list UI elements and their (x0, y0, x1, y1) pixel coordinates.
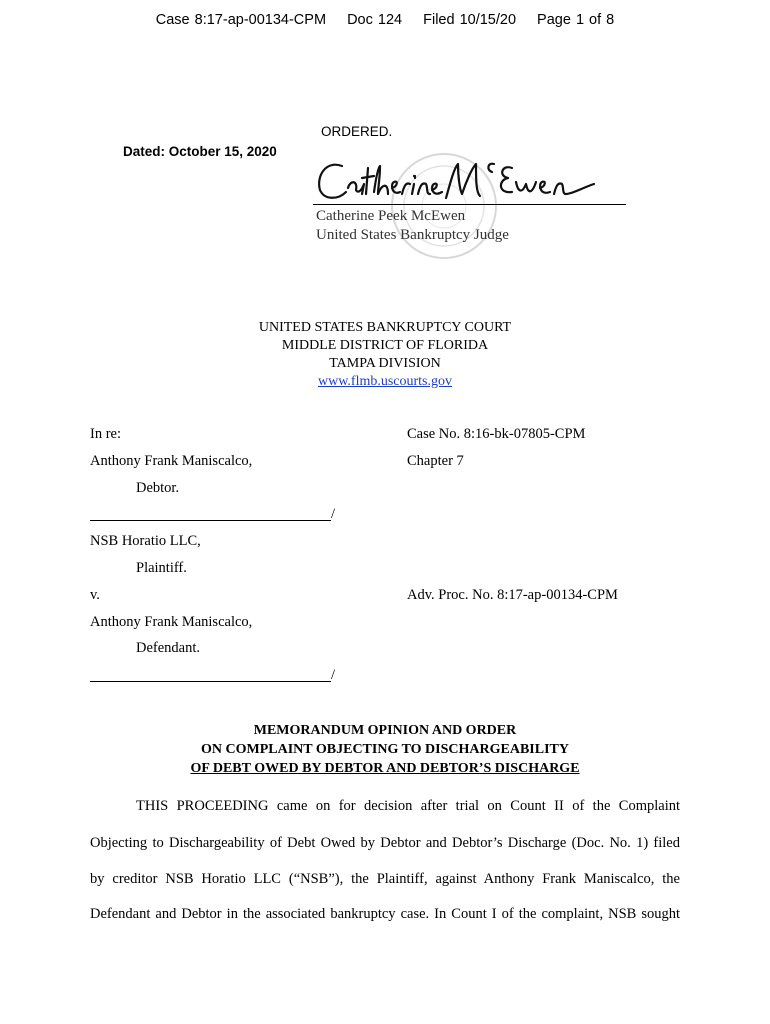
doc-number-header: Doc 124 (347, 12, 403, 28)
in-re-label: In re: (90, 426, 121, 442)
body-line-1: THIS PROCEEDING came on for decision after trial on Count II of the Complaint (136, 798, 680, 814)
judge-title: United States Bankruptcy Judge (316, 227, 509, 243)
debtor-label: Debtor. (136, 480, 180, 496)
caption-slash: / (331, 506, 336, 522)
body-line-3: by creditor NSB Horatio LLC (“NSB”), the Plaintiff, against Anthony Frank Maniscalco, the (90, 871, 680, 887)
defendant-label: Defendant. (136, 640, 201, 656)
adversary-number: Adv. Proc. No. 8:17-ap-00134-CPM (407, 587, 618, 603)
debtor-name: Anthony Frank Maniscalco, (90, 453, 253, 469)
court-division: TAMPA DIVISION (329, 356, 441, 371)
plaintiff-name: NSB Horatio LLC, (90, 533, 201, 549)
court-name: UNITED STATES BANKRUPTCY COURT (258, 320, 512, 335)
defendant-name: Anthony Frank Maniscalco, (90, 614, 253, 630)
versus-label: v. (90, 587, 100, 603)
page-count-header: Page 1 of 8 (537, 12, 615, 28)
caption-rule (90, 520, 331, 521)
court-district: MIDDLE DISTRICT OF FLORIDA (281, 338, 489, 353)
signature-line (313, 204, 626, 205)
court-website-link[interactable]: www.flmb.uscourts.gov (317, 374, 453, 389)
judge-signature (312, 154, 628, 210)
title-line-2: ON COMPLAINT OBJECTING TO DISCHARGEABILITY (201, 742, 569, 757)
case-number: Case No. 8:16-bk-07805-CPM (407, 426, 586, 442)
body-line-4: Defendant and Debtor in the associated bankruptcy case. In Count I of the complaint, NSB sought (90, 906, 680, 922)
case-number-header: Case 8:17-ap-00134-CPM (155, 12, 327, 28)
chapter-label: Chapter 7 (407, 453, 464, 469)
caption-rule-2 (90, 681, 331, 682)
plaintiff-label: Plaintiff. (136, 560, 187, 576)
court-heading (0, 319, 770, 391)
ecf-header (0, 12, 770, 28)
caption-slash-2: / (331, 667, 336, 683)
title-line-3: OF DEBT OWED BY DEBTOR AND DEBTOR’S DISCHARGE (190, 761, 580, 776)
ordered-label: ORDERED. (321, 124, 393, 139)
dated-label: Dated: October 15, 2020 (123, 144, 277, 159)
title-line-1: MEMORANDUM OPINION AND ORDER (253, 723, 517, 738)
filed-date-header: Filed 10/15/20 (423, 12, 517, 28)
document-title (0, 721, 770, 778)
judge-name: Catherine Peek McEwen (316, 208, 466, 224)
body-line-2: Objecting to Dischargeability of Debt Owed by Debtor and Debtor’s Discharge (Doc. No. 1) filed (90, 835, 680, 851)
